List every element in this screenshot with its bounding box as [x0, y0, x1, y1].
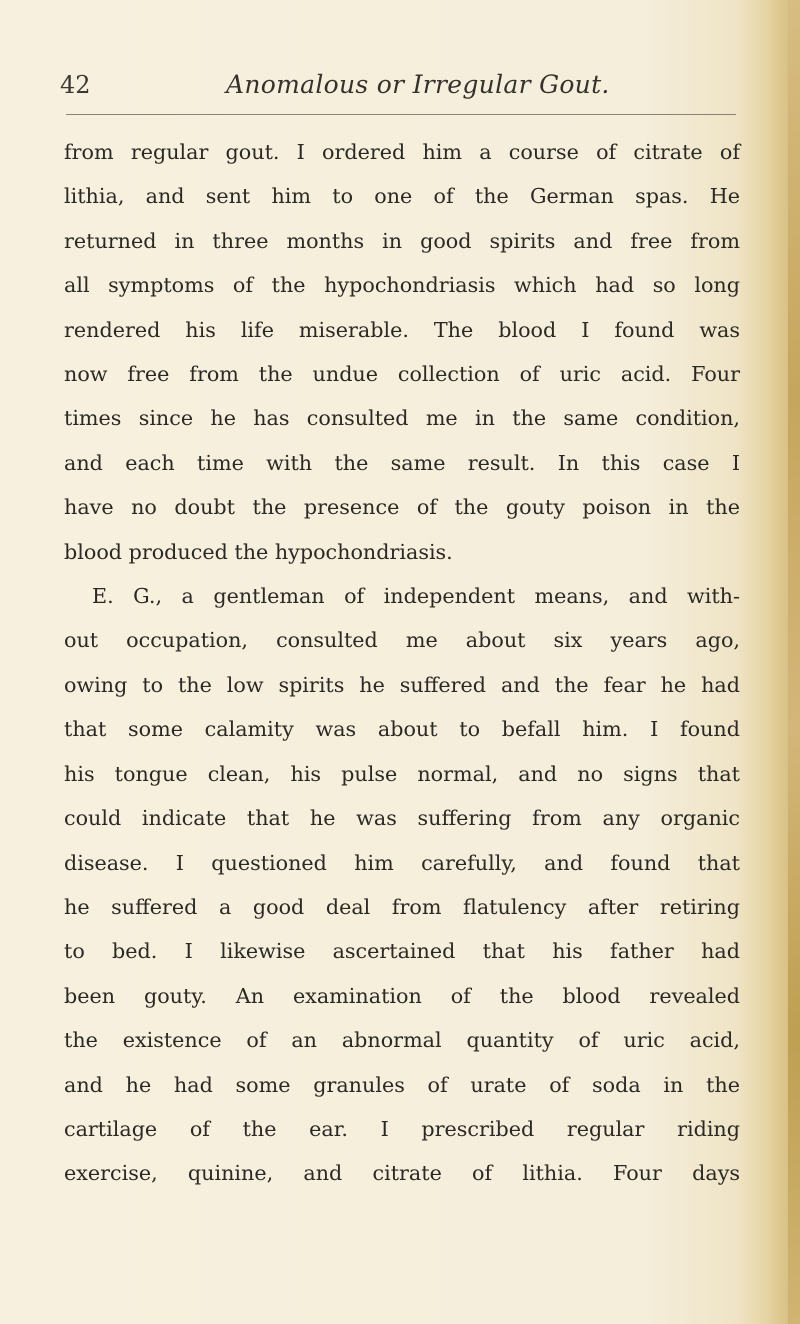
- text-line: and he had some granules of urate of soda in the: [64, 1072, 740, 1097]
- text-line: his tongue clean, his pulse normal, and no signs that: [64, 761, 740, 786]
- text-line: times since he has consulted me in the same condition,: [64, 406, 740, 431]
- text-line: he suffered a good deal from flatulency after retiring: [64, 894, 740, 919]
- paragraph-end-line: blood produced the hypochondriasis.: [64, 539, 453, 564]
- page-number: 42: [60, 71, 91, 99]
- text-line: lithia, and sent him to one of the German spas. He: [64, 184, 740, 209]
- text-line: been gouty. An examination of the blood revealed: [64, 983, 740, 1008]
- text-line: that some calamity was about to befall him. I found: [64, 717, 740, 742]
- text-line: out occupation, consulted me about six years ago,: [64, 628, 740, 653]
- text-line: from regular gout. I ordered him a course of citrate of: [64, 140, 740, 164]
- text-line: could indicate that he was suffering from any organic: [64, 806, 740, 831]
- page-edge: [788, 0, 800, 1324]
- text-line: exercise, quinine, and citrate of lithia. Four days: [64, 1161, 740, 1186]
- body-text: [64, 130, 740, 1196]
- text-line: disease. I questioned him carefully, and found that: [64, 850, 740, 875]
- running-title: Anomalous or Irregular Gout.: [226, 70, 610, 99]
- text-line: to bed. I likewise ascertained that his father had: [64, 939, 740, 964]
- text-line: have no doubt the presence of the gouty poison in the: [64, 495, 740, 520]
- text-line: rendered his life miserable. The blood I found was: [64, 317, 740, 342]
- text-line: the existence of an abnormal quantity of uric acid,: [64, 1028, 740, 1053]
- text-line: returned in three months in good spirits and free from: [64, 228, 740, 253]
- text-line: cartilage of the ear. I prescribed regular riding: [64, 1116, 740, 1141]
- header-rule: [66, 114, 736, 115]
- text-line: now free from the undue collection of uric acid. Four: [64, 362, 740, 387]
- page-header: [60, 70, 740, 110]
- text-line: all symptoms of the hypochondriasis which had so long: [64, 273, 740, 298]
- page-edge-shadow: [768, 0, 788, 1324]
- paragraph-start-line: E. G., a gentleman of independent means, and with-: [92, 584, 740, 609]
- text-line: owing to the low spirits he suffered and the fear he had: [64, 672, 740, 697]
- text-line: and each time with the same result. In this case I: [64, 450, 740, 475]
